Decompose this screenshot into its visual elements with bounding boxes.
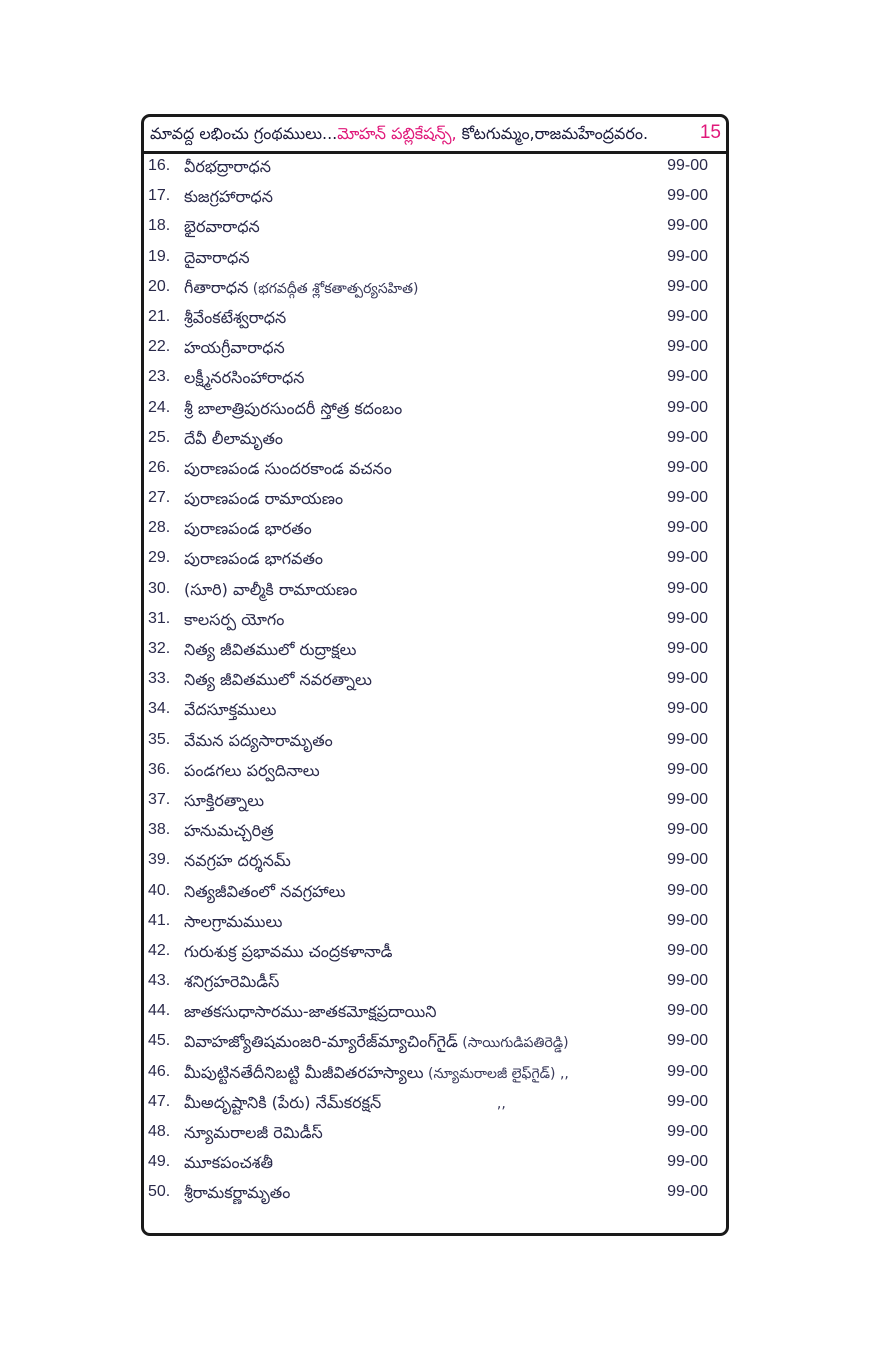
book-price: 99-00: [667, 579, 708, 597]
list-item: [144, 1028, 726, 1058]
book-title-main: వేదసూక్తములు: [184, 700, 277, 720]
book-title: [184, 580, 357, 603]
book-price: 99-00: [667, 730, 708, 748]
book-title-main: పండగలు పర్వదినాలు: [184, 760, 320, 780]
header-text: [150, 124, 648, 147]
page-number: 15: [699, 122, 721, 143]
item-number: 16.: [148, 157, 171, 174]
book-title: [184, 459, 392, 482]
book-title-main: సూక్తిరత్నాలు: [184, 790, 265, 810]
book-price: 99-00: [667, 1002, 708, 1020]
book-title: [184, 700, 276, 723]
book-price: 99-00: [667, 760, 708, 778]
book-title: [184, 1093, 506, 1116]
item-number: 20.: [148, 277, 171, 295]
publisher-address: కోటగుమ్మం,రాజమహేంద్రవరం.: [456, 124, 649, 143]
item-number: 24.: [148, 398, 171, 416]
book-title-main: శ్రీరామకర్ణామృతం: [184, 1183, 291, 1203]
item-number: 17.: [148, 187, 171, 205]
item-number: 37.: [148, 790, 171, 808]
book-title-main: వీరభద్రారాధన: [184, 157, 272, 176]
book-title: [184, 489, 343, 512]
item-number: 50.: [148, 1183, 171, 1201]
book-title-main: న్యూమరాలజీ రెమిడీస్: [184, 1123, 323, 1142]
list-item: [144, 545, 726, 575]
page-header: [144, 117, 726, 154]
book-price: 99-00: [667, 700, 708, 718]
book-title-main: కాలసర్ప యోగం: [184, 609, 285, 629]
book-price: 99-00: [667, 458, 708, 476]
item-number: 36.: [148, 760, 171, 778]
book-title: [184, 248, 250, 271]
book-price: 99-00: [667, 821, 708, 839]
book-price: 99-00: [667, 549, 708, 567]
item-number: 39.: [148, 851, 171, 869]
book-price: 99-00: [667, 428, 708, 446]
book-title-main: నిత్య జీవితములో రుద్రాక్షలు: [184, 640, 357, 659]
list-item: [144, 244, 726, 274]
book-title: [184, 1153, 273, 1176]
book-list: [144, 153, 726, 1210]
book-title-main: దేవీ లీలామృతం: [184, 428, 284, 448]
book-price: 99-00: [667, 881, 708, 899]
book-title: [184, 308, 286, 331]
book-title-note: (సాయిగుడిపతిరెడ్డి): [457, 1035, 569, 1052]
list-item: [144, 153, 726, 183]
book-title-main: పురాణపండ భారతం: [184, 519, 312, 539]
list-item: [144, 576, 726, 606]
book-title: [184, 549, 323, 572]
book-title-main: జాతకసుధాసారము-జాతకమోక్షప్రదాయిని: [184, 1002, 437, 1022]
book-title: [184, 278, 418, 301]
book-title: [184, 1123, 323, 1146]
book-price: 99-00: [667, 941, 708, 959]
list-item: [144, 395, 726, 425]
book-price: 99-00: [667, 338, 708, 356]
book-title: [184, 610, 284, 633]
book-title-main: గురుశుక్ర ప్రభావము చంద్రకళానాడీ: [184, 941, 393, 961]
item-number: 28.: [148, 519, 171, 537]
list-item: [144, 696, 726, 726]
book-title: [184, 217, 260, 240]
book-title-main: సాలగ్రామములు: [184, 911, 283, 931]
book-title-main: లక్ష్మీనరసింహారాధన: [184, 368, 305, 388]
item-number: 48.: [148, 1123, 171, 1140]
list-item: [144, 183, 726, 213]
book-title: [184, 731, 333, 754]
item-number: 40.: [148, 881, 171, 899]
item-number: 44.: [148, 1002, 171, 1020]
book-title-main: దైవారాధన: [184, 247, 250, 267]
item-number: 34.: [148, 700, 171, 718]
book-title-main: శ్రీవేంకటేశ్వరాధన: [184, 307, 287, 327]
book-title-main: గీతారాధన: [184, 277, 249, 297]
item-number: 38.: [148, 821, 171, 839]
book-price: 99-00: [667, 489, 708, 507]
book-title-note: ,,: [381, 1095, 506, 1112]
book-title-main: హనుమచ్చరిత్ర: [184, 821, 274, 841]
book-title: [184, 187, 273, 210]
book-title-main: కుజగ్రహారాధన: [184, 187, 273, 207]
book-title-note: (న్యూమరాలజీ లైఫ్‌గైడ్) ,,: [423, 1065, 569, 1082]
item-number: 35.: [148, 730, 171, 748]
list-item: [144, 998, 726, 1028]
book-price: 99-00: [667, 1092, 708, 1110]
list-item: [144, 757, 726, 787]
book-title: [184, 368, 305, 391]
book-price: 99-00: [667, 157, 708, 174]
item-number: 27.: [148, 489, 171, 507]
list-item: [144, 274, 726, 304]
item-number: 42.: [148, 941, 171, 959]
book-title: [184, 399, 402, 422]
list-item: [144, 878, 726, 908]
book-title: [184, 761, 320, 784]
book-title-main: (సూరి) వాల్మీకి రామాయణం: [184, 579, 358, 599]
book-price: 99-00: [667, 790, 708, 808]
list-item: [144, 787, 726, 817]
item-number: 41.: [148, 911, 171, 929]
book-title: [184, 942, 392, 965]
book-title: [184, 670, 372, 693]
list-item: [144, 213, 726, 243]
list-item: [144, 304, 726, 334]
list-item: [144, 455, 726, 485]
book-title: [184, 338, 285, 361]
book-price: 99-00: [667, 851, 708, 869]
book-title: [184, 157, 271, 180]
book-title-main: మూకపంచశతీ: [184, 1153, 274, 1173]
item-number: 46.: [148, 1062, 171, 1080]
book-list-box: [141, 114, 729, 1236]
book-title-main: నిత్యజీవితంలో నవగ్రహాలు: [184, 881, 346, 901]
book-title-main: పురాణపండ సుందరకాండ వచనం: [184, 458, 392, 478]
book-title-main: పురాణపండ భాగవతం: [184, 549, 324, 569]
list-item: [144, 1059, 726, 1089]
book-price: 99-00: [667, 247, 708, 265]
book-price: 99-00: [667, 217, 708, 235]
book-title-main: పురాణపండ రామాయణం: [184, 489, 344, 509]
list-item: [144, 334, 726, 364]
item-number: 22.: [148, 338, 171, 356]
list-item: [144, 425, 726, 455]
list-item: [144, 1119, 726, 1149]
list-item: [144, 666, 726, 696]
book-title: [184, 1063, 569, 1086]
item-number: 18.: [148, 217, 171, 235]
list-item: [144, 908, 726, 938]
item-number: 49.: [148, 1153, 171, 1171]
book-title: [184, 821, 274, 844]
book-title-main: వివాహజ్యోతిషమంజరి-మ్యారేజ్‌మ్యాచింగ్‌గైడ్: [184, 1032, 458, 1052]
list-item: [144, 636, 726, 666]
book-price: 99-00: [667, 1153, 708, 1171]
book-price: 99-00: [667, 307, 708, 325]
item-number: 25.: [148, 428, 171, 446]
list-item: [144, 727, 726, 757]
list-item: [144, 485, 726, 515]
book-price: 99-00: [667, 609, 708, 627]
book-price: 99-00: [667, 187, 708, 205]
book-title-main: వేమన పద్యసారామృతం: [184, 730, 333, 750]
list-item: [144, 606, 726, 636]
book-price: 99-00: [667, 398, 708, 416]
list-item: [144, 1089, 726, 1119]
book-title: [184, 972, 279, 995]
book-title-main: భైరవారాధన: [184, 217, 260, 237]
item-number: 21.: [148, 307, 171, 325]
list-item: [144, 847, 726, 877]
book-title: [184, 1002, 436, 1025]
book-price: 99-00: [667, 368, 708, 386]
publisher-name: మోహన్ పబ్లికేషన్స్,: [337, 124, 457, 143]
list-item: [144, 364, 726, 394]
book-title: [184, 1032, 569, 1055]
book-title-main: శ్రీ బాలాత్రిపురసుందరీ స్తోత్ర కదంబం: [184, 398, 403, 418]
book-price: 99-00: [667, 1032, 708, 1050]
list-item: [144, 817, 726, 847]
item-number: 19.: [148, 247, 171, 265]
item-number: 23.: [148, 368, 171, 386]
item-number: 31.: [148, 609, 171, 627]
list-item: [144, 968, 726, 998]
book-title: [184, 912, 282, 935]
book-title: [184, 429, 283, 452]
book-price: 99-00: [667, 519, 708, 537]
book-price: 99-00: [667, 1062, 708, 1080]
book-title-note: (భగవద్గీత శ్లోకతాత్పర్యసహిత): [248, 280, 419, 297]
item-number: 30.: [148, 579, 171, 597]
header-intro: మావద్ద లభించు గ్రంథములు...: [150, 124, 338, 143]
book-price: 99-00: [667, 277, 708, 295]
book-title-main: హయగ్రీవారాధన: [184, 338, 285, 358]
list-item: [144, 515, 726, 545]
book-price: 99-00: [667, 640, 708, 657]
book-price: 99-00: [667, 1123, 708, 1140]
item-number: 33.: [148, 670, 171, 688]
item-number: 47.: [148, 1092, 171, 1110]
item-number: 29.: [148, 549, 171, 567]
book-title: [184, 791, 264, 814]
item-number: 26.: [148, 458, 171, 476]
book-title: [184, 1183, 290, 1206]
list-item: [144, 938, 726, 968]
book-price: 99-00: [667, 911, 708, 929]
item-number: 45.: [148, 1032, 171, 1050]
book-title: [184, 640, 356, 663]
book-title-main: శనిగ్రహరెమిడీస్: [184, 972, 280, 992]
book-title-main: మీపుట్టినతేదీనిబట్టి మీజీవితరహస్యాలు: [184, 1062, 424, 1082]
list-item: [144, 1179, 726, 1209]
list-item: [144, 1149, 726, 1179]
book-price: 99-00: [667, 670, 708, 688]
book-price: 99-00: [667, 972, 708, 990]
book-title: [184, 851, 291, 874]
book-title: [184, 882, 345, 905]
book-price: 99-00: [667, 1183, 708, 1201]
item-number: 43.: [148, 972, 171, 990]
book-title-main: నవగ్రహ దర్శనమ్: [184, 851, 291, 871]
item-number: 32.: [148, 640, 171, 657]
book-title-main: మీఅదృష్టానికి (పేరు) నేమ్‌కరక్షన్: [184, 1092, 382, 1112]
book-title-main: నిత్య జీవితములో నవరత్నాలు: [184, 670, 372, 690]
book-title: [184, 519, 312, 542]
